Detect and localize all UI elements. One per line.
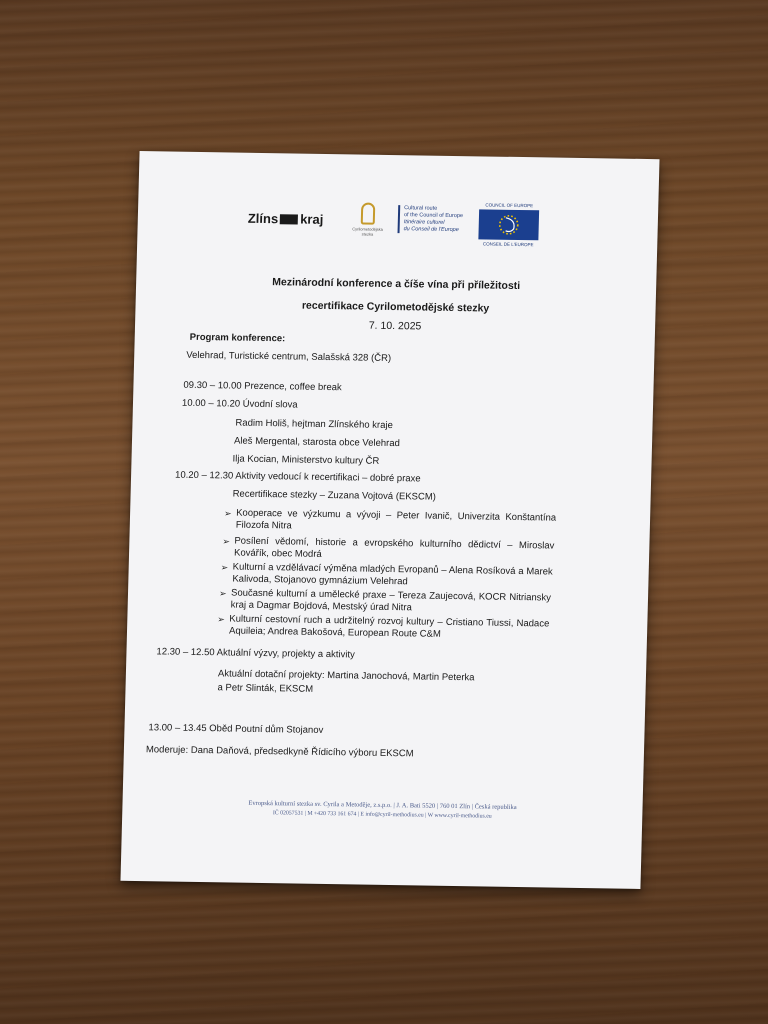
cyril-methodius-route-logo	[347, 202, 388, 237]
venue-address: Velehrad, Turistické centrum, Salašská 328 (ČR)	[186, 349, 392, 364]
zlin-logo-text-right: kraj	[299, 211, 324, 227]
bullet-text: Kulturní cestovní ruch a udržitelný rozvoj kultury – Cristiano Tiussi, Nadace Aquileia; Andrea Bakošová, European Route C&M	[228, 613, 550, 640]
cultural-route-line-3: Itinéraire culturel	[403, 219, 445, 226]
arrow-bullet-icon: ➢	[217, 614, 226, 625]
recertification-talk: Recertifikace stezky – Zuzana Vojtová (EKSCM)	[232, 488, 437, 503]
moderator-line: Moderuje: Dana Daňová, předsedkyně Řídicího výboru EKSCM	[145, 744, 414, 760]
conference-title-line-1: Mezinárodní konference a číše vína při příležitosti	[272, 276, 521, 293]
conference-title-line-2: recertifikace Cyrilometodějské stezky	[301, 299, 490, 315]
conference-program-sheet	[120, 151, 659, 889]
coe-logo-top-text: COUNCIL OF EUROPE	[485, 202, 534, 209]
program-item-lunch: 13.00 – 13.45 Oběd Poutní dům Stojanov	[148, 722, 324, 736]
bullet-text: Kulturní a vzdělávací výměna mladých Evropanů – Alena Rosíková a Marek Kalivoda, Stojanovo gymnázium Velehrad	[232, 561, 553, 588]
bullet-list-item	[217, 613, 550, 642]
bullet-list-item	[222, 535, 555, 565]
zlin-logo-block-icon	[280, 214, 298, 224]
arrow-bullet-icon: ➢	[220, 562, 229, 573]
program-item-registration: 09.30 – 10.00 Prezence, coffee break	[183, 379, 342, 394]
coe-logo-bottom-text: CONSEIL DE L'EUROPE	[482, 241, 534, 248]
cultural-route-logo	[398, 205, 464, 234]
cultural-route-line-1: Cultural route	[404, 205, 438, 212]
bullet-list-item	[218, 587, 552, 617]
bullet-text: Posílení vědomí, historie a evropského kulturního dědictví – Miroslav Kovářík, obec Modrá	[233, 535, 555, 560]
coe-stars-flag-icon	[478, 209, 539, 240]
speaker-item: Aleš Mergental, starosta obce Velehrad	[233, 435, 400, 450]
council-of-europe-logo	[477, 202, 540, 247]
program-label: Program konference:	[189, 331, 286, 345]
cultural-route-line-2: of the Council of Europe	[403, 212, 464, 220]
grant-projects-line-2: a Petr Slinták, EKSCM	[217, 682, 314, 695]
arrow-bullet-icon: ➢	[223, 508, 232, 519]
footer-contacts: IČ 02057531 | M +420 733 161 674 | E info@cyril-methodius.eu | W www.cyril-methodius.eu	[272, 810, 492, 820]
conference-date: 7. 10. 2025	[368, 319, 422, 333]
arrow-bullet-icon: ➢	[218, 588, 227, 599]
cyril-route-emblem-icon	[361, 203, 376, 225]
bullet-text: Současné kulturní a umělecké praxe – Tereza Zaujecová, KOCR Nitriansky kraj a Dagmar Bojdová, Mestský úrad Nitra	[230, 587, 552, 614]
cultural-route-line-4: du Conseil de l'Europe	[403, 226, 459, 234]
arrow-bullet-icon: ➢	[222, 536, 231, 547]
bullet-list-item	[223, 507, 557, 537]
speaker-item: Ilja Kocian, Ministerstvo kultury ČR	[232, 453, 380, 467]
zlin-logo-text-left: Zlíns	[247, 210, 279, 227]
program-item-recertification: 10.20 – 12.30 Aktivity vedoucí k recertifikaci – dobré praxe	[174, 469, 421, 485]
program-item-opening: 10.00 – 10.20 Úvodní slova	[181, 397, 298, 411]
cyril-route-logo-caption: Cyrilometodějská stezka	[352, 226, 384, 237]
grant-projects-line-1: Aktuální dotační projekty: Martina Janochová, Martin Peterka	[217, 668, 475, 684]
bullet-text: Kooperace ve výzkumu a vývoji – Peter Ivanič, Univerzita Konštantína Filozofa Nitra	[235, 507, 557, 532]
bullet-list-item	[220, 561, 553, 591]
footer-address: Evropská kulturní stezka sv. Cyrila a Metoděje, z.s.p.o. | J. A. Bati 5520 | 760 01 Zlín | Česká republika	[248, 799, 517, 812]
program-item-challenges: 12.30 – 12.50 Aktuální výzvy, projekty a aktivity	[156, 646, 355, 661]
speaker-item: Radim Holiš, hejtman Zlínského kraje	[235, 417, 393, 432]
zlin-region-logo	[248, 211, 324, 227]
